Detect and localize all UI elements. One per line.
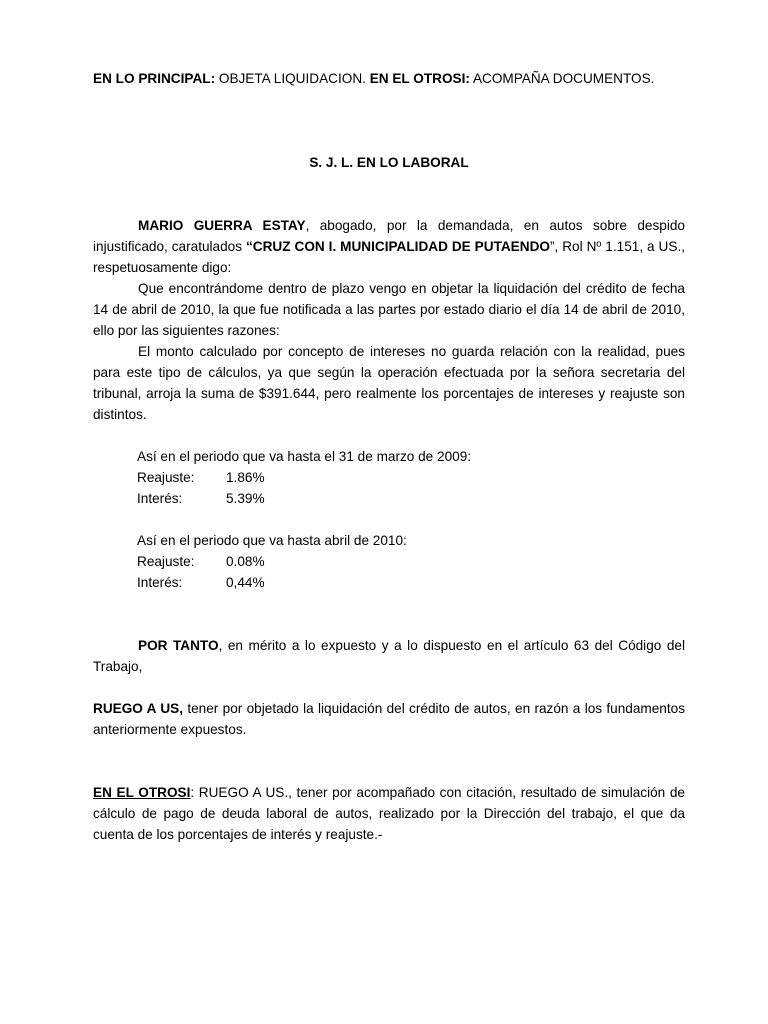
principal-label: EN LO PRINCIPAL: [93, 71, 216, 86]
document-header [93, 68, 685, 89]
intro-text-1: , abogado, por la demandada, en autos sobre despido injustificado, caratulados [93, 218, 685, 254]
ruego-label: RUEGO A US, [93, 701, 183, 716]
period2-reajuste-label: Reajuste: [137, 554, 195, 569]
ruego-text: tener por objetado la liquidación del crédito de autos, en razón a los fundamentos anteriormente expuestos. [93, 701, 685, 737]
por-tanto-paragraph [93, 635, 685, 677]
intro-text-2: ”, Rol Nº 1.151, a US., respetuosamente digo: [93, 239, 685, 275]
period2-title: Así en el periodo que va hasta abril de 2010: [137, 533, 407, 548]
objection-paragraph: Que encontrándome dentro de plazo vengo en objetar la liquidación del crédito de fecha 14 de abril de 2010, la que fue notificada a las partes por estado diario el día 14 de abril de 2010, ello por las siguientes razones: [93, 281, 685, 338]
interest-paragraph: El monto calculado por concepto de intereses no guarda relación con la realidad, pues para este tipo de cálculos, ya que según la operación efectuada por la señora secretaria del tribunal, arroja la suma de $391.644, pero realmente los porcentajes de intereses y reajuste son distintos. [93, 344, 685, 422]
otrosi-header-label: EN EL OTROSI: [369, 71, 470, 86]
period2-reajuste-row [137, 551, 265, 572]
otrosi-header-text: ACOMPAÑA DOCUMENTOS. [472, 71, 655, 86]
court-heading [93, 152, 685, 173]
court-title: S. J. L. EN LO LABORAL [309, 155, 469, 170]
period1-reajuste-label: Reajuste: [137, 470, 195, 485]
period2-interes-value: 0,44% [226, 575, 265, 590]
por-tanto-label: POR TANTO [138, 638, 219, 653]
period1-interes-value: 5.39% [226, 491, 265, 506]
principal-text: OBJETA LIQUIDACION. [218, 71, 366, 86]
por-tanto-text: , en mérito a lo expuesto y a lo dispuesto en el artículo 63 del Código del Trabajo, [93, 638, 686, 674]
period2-interes-label: Interés: [137, 575, 183, 590]
period1-reajuste-value: 1.86% [226, 470, 265, 485]
period2-reajuste-value: 0.08% [226, 554, 265, 569]
otrosi-label: EN EL OTROSI [93, 785, 191, 800]
period1-title: Así en el periodo que va hasta el 31 de marzo de 2009: [137, 449, 472, 464]
intro-paragraph [93, 215, 685, 278]
ruego-paragraph [93, 698, 685, 740]
period1-reajuste-row [137, 467, 265, 488]
period1-interes-row [137, 488, 265, 509]
otrosi-text: : RUEGO A US., tener por acompañado con citación, resultado de simulación de cálculo de pago de deuda laboral de autos, realizado por la Dirección del trabajo, el que da cuenta de los porcentajes de interés y reajuste.- [93, 785, 685, 842]
case-name: “CRUZ CON I. MUNICIPALIDAD DE PUTAENDO [246, 239, 550, 254]
period2-interes-row [137, 572, 265, 593]
otrosi-paragraph [93, 782, 685, 845]
period1-interes-label: Interés: [137, 491, 183, 506]
lawyer-name: MARIO GUERRA ESTAY [138, 218, 306, 233]
